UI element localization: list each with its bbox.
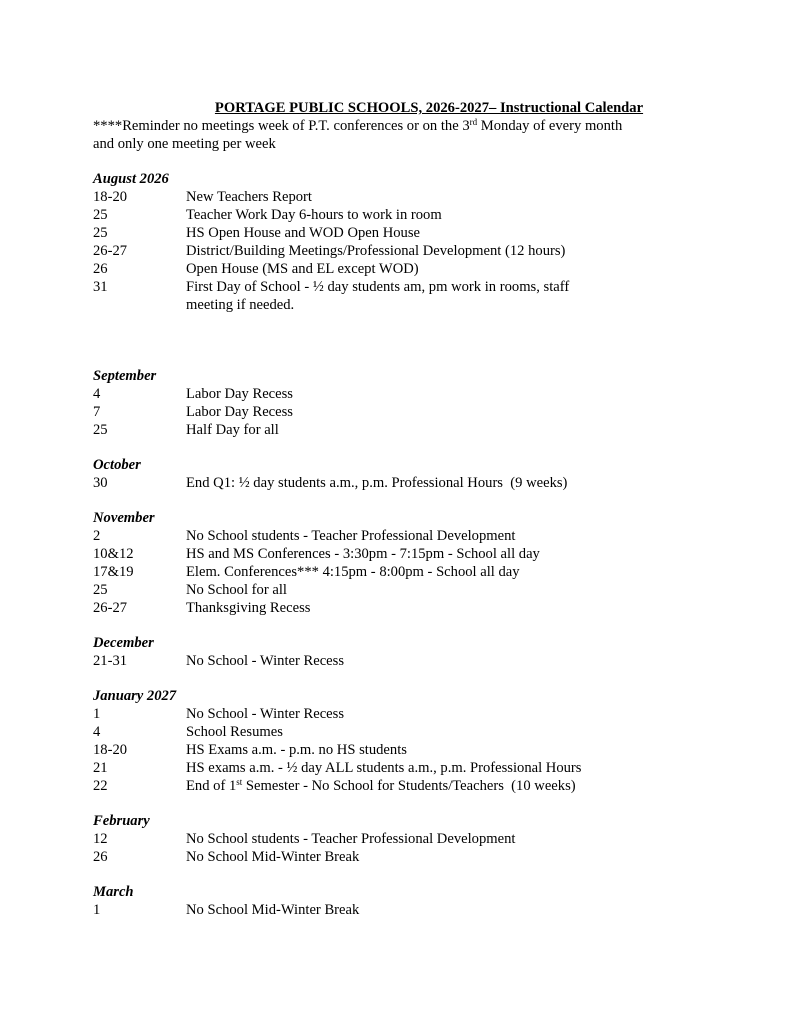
section-january: [93, 687, 713, 795]
entry-description: No School students - Teacher Professional Development: [186, 831, 516, 847]
entry-date: 31: [93, 279, 108, 295]
calendar-entry: [93, 723, 713, 741]
entry-description: District/Building Meetings/Professional Development (12 hours): [186, 243, 566, 259]
section-october: [93, 456, 713, 492]
section-september: [93, 367, 713, 439]
calendar-entry: [93, 705, 713, 723]
reminder-superscript: rd: [469, 117, 478, 127]
entry-description: End Q1: ½ day students a.m., p.m. Professional Hours (9 weeks): [186, 475, 568, 491]
entry-date: 1: [93, 706, 101, 722]
month-heading: September: [93, 368, 157, 384]
calendar-entry: [93, 224, 713, 242]
entry-text-start: End of 1: [186, 778, 237, 794]
entry-date: 25: [93, 422, 108, 438]
calendar-entry: [93, 278, 713, 314]
entry-date: 10&12: [93, 546, 134, 562]
entry-date: 18-20: [93, 189, 128, 205]
reminder-text-end: Monday of every month and only one meeting per week: [93, 118, 623, 152]
entry-description: Half Day for all: [186, 422, 279, 438]
calendar-entry: [93, 848, 713, 866]
entry-description: Open House (MS and EL except WOD): [186, 261, 419, 277]
calendar-entry: [93, 741, 713, 759]
calendar-entry: [93, 385, 713, 403]
entry-description: HS Open House and WOD Open House: [186, 225, 421, 241]
entry-description: School Resumes: [186, 724, 283, 740]
entry-description: No School - Winter Recess: [186, 706, 345, 722]
reminder-text-start: ****Reminder no meetings week of P.T. conferences or on the 3: [93, 118, 470, 134]
calendar-entry: [93, 759, 713, 777]
calendar-entry: [93, 421, 713, 439]
entry-description: HS Exams a.m. - p.m. no HS students: [186, 742, 407, 758]
section-december: [93, 634, 713, 670]
calendar-entry: [93, 188, 713, 206]
month-heading: August 2026: [93, 171, 169, 187]
calendar-entry: [93, 652, 713, 670]
entry-date: 26-27: [93, 600, 128, 616]
entry-date: 21: [93, 760, 108, 776]
entry-date: 7: [93, 404, 101, 420]
entry-date: 30: [93, 475, 108, 491]
entry-date: 26: [93, 261, 108, 277]
calendar-entry: [93, 527, 713, 545]
entry-date: 18-20: [93, 742, 128, 758]
entry-description: New Teachers Report: [186, 189, 312, 205]
page-title: PORTAGE PUBLIC SCHOOLS, 2026-2027– Instructional Calendar: [214, 100, 644, 116]
calendar-entry: [93, 599, 713, 617]
entry-description: Elem. Conferences*** 4:15pm - 8:00pm - School all day: [186, 564, 520, 580]
entry-description: No School - Winter Recess: [186, 653, 345, 669]
entry-date: 4: [93, 724, 101, 740]
entry-date: 26-27: [93, 243, 128, 259]
month-heading: November: [93, 510, 155, 526]
calendar-entry: [93, 474, 713, 492]
section-november: [93, 509, 713, 617]
entry-date: 21-31: [93, 653, 128, 669]
entry-date: 22: [93, 778, 108, 794]
calendar-entry: [93, 581, 713, 599]
entry-description: No School Mid-Winter Break: [186, 902, 360, 918]
calendar-entry: [93, 403, 713, 421]
entry-description: Teacher Work Day 6-hours to work in room: [186, 207, 442, 223]
entry-description: Labor Day Recess: [186, 404, 293, 420]
entry-description: No School Mid-Winter Break: [186, 849, 360, 865]
entry-description: HS exams a.m. - ½ day ALL students a.m., p.m. Professional Hours: [186, 760, 582, 776]
entry-description: HS and MS Conferences - 3:30pm - 7:15pm - School all day: [186, 546, 540, 562]
month-heading: October: [93, 457, 141, 473]
entry-date: 1: [93, 902, 101, 918]
calendar-entry: [93, 563, 713, 581]
section-february: [93, 812, 713, 866]
entry-description: First Day of School - ½ day students am, pm work in rooms, staff meeting if needed.: [186, 279, 570, 313]
entry-description: Labor Day Recess: [186, 386, 293, 402]
entry-date: 25: [93, 207, 108, 223]
entry-description: Thanksgiving Recess: [186, 600, 311, 616]
calendar-page: [93, 99, 713, 919]
calendar-entry: [93, 206, 713, 224]
month-heading: January 2027: [93, 688, 177, 704]
entry-date: 2: [93, 528, 101, 544]
calendar-entry: [93, 545, 713, 563]
calendar-entry: [93, 242, 713, 260]
month-heading: February: [93, 813, 150, 829]
entry-date: 4: [93, 386, 101, 402]
month-heading: March: [93, 884, 134, 900]
entry-date: 12: [93, 831, 108, 847]
entry-date: 17&19: [93, 564, 134, 580]
entry-description: No School for all: [186, 582, 287, 598]
calendar-entry: [93, 901, 713, 919]
month-heading: December: [93, 635, 154, 651]
calendar-entry: [93, 830, 713, 848]
calendar-entry: [93, 777, 713, 795]
entry-date: 25: [93, 582, 108, 598]
section-march: [93, 883, 713, 919]
entry-description: [186, 777, 713, 795]
calendar-entry: [93, 260, 713, 278]
entry-date: 25: [93, 225, 108, 241]
entry-text-end: Semester - No School for Students/Teachers (10 weeks): [242, 778, 576, 794]
reminder-note: [93, 117, 623, 153]
entry-superscript: st: [236, 777, 243, 787]
entry-description: No School students - Teacher Professional Development: [186, 528, 516, 544]
entry-date: 26: [93, 849, 108, 865]
section-august: [93, 170, 713, 314]
